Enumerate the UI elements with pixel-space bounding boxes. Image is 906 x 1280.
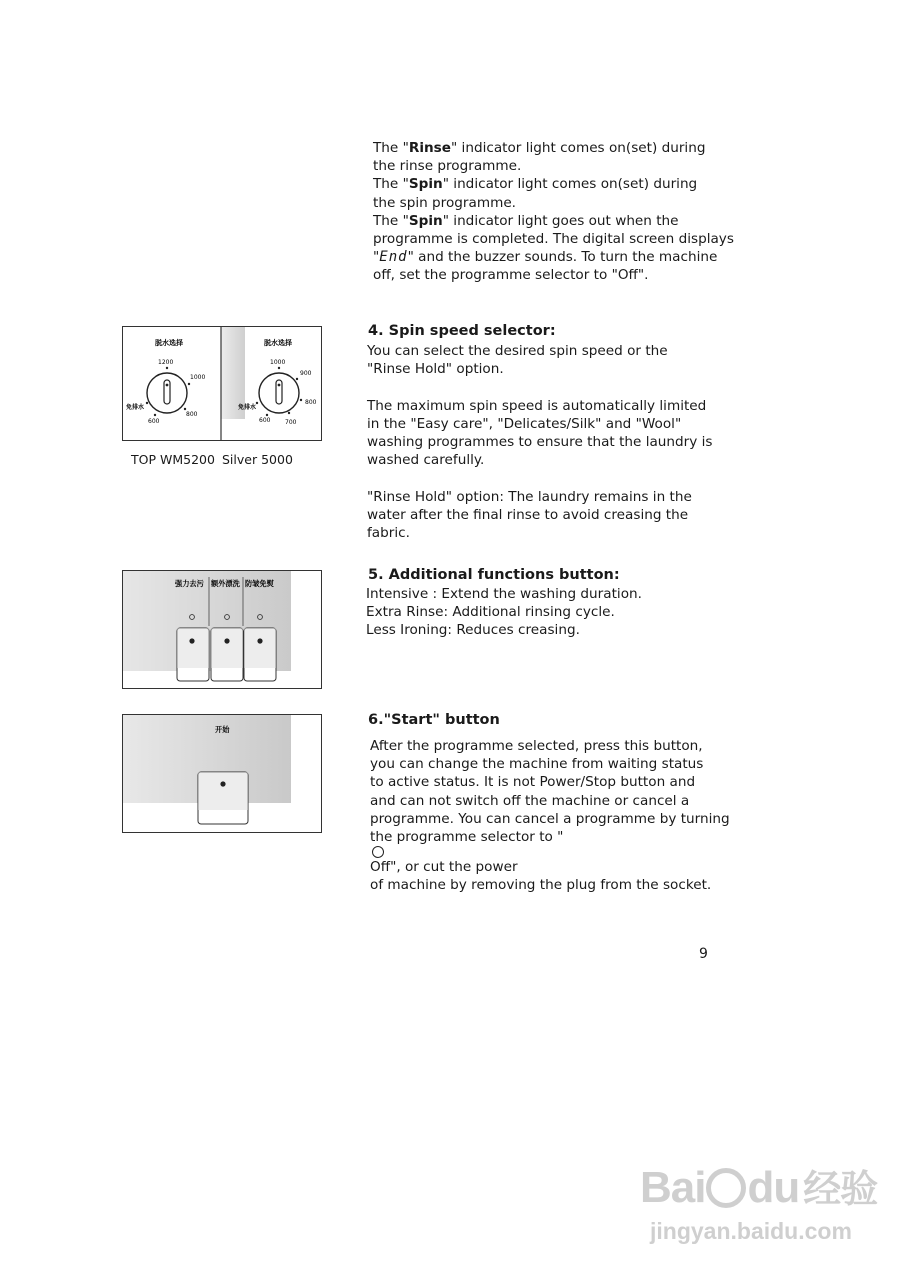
panel-label-start: 开始 <box>215 725 230 734</box>
spin-keyword-2: Spin <box>408 212 443 229</box>
section-4-body <box>367 342 712 542</box>
section-4-line-6: washing programmes to ensure that the laundry is <box>367 434 713 451</box>
dial-right-speed-800: 800 <box>305 399 317 406</box>
dial-left-hold: 免排水 <box>126 404 145 411</box>
panel-label-extra-rinse: 额外漂洗 <box>211 579 240 588</box>
left-spin-dial <box>125 338 205 425</box>
watermark-url: jingyan.baidu.com <box>650 1218 852 1244</box>
intro-line-7: "End" and the buzzer sounds. To turn the machine <box>373 249 718 266</box>
spin-keyword: Spin <box>408 176 443 193</box>
section-5-line-intensive: Intensive : Extend the washing duration. <box>366 586 642 602</box>
section-6-line-2: you can change the machine from waiting status <box>370 756 704 773</box>
watermark-brand: Bai du 经验 <box>640 1163 878 1212</box>
section-6-line-3: to active status. It is not Power/Stop button and <box>370 774 696 791</box>
dial-right-hold: 免排水 <box>238 404 257 411</box>
dial-left-speed-800: 800 <box>186 411 198 418</box>
start-button[interactable] <box>198 772 248 824</box>
figure-caption-right: Silver 5000 <box>222 452 293 467</box>
section-6-line-5: programme. You can cancel a programme by turning <box>370 810 730 827</box>
dial-right-speed-700: 700 <box>285 419 297 426</box>
figure-caption-left: TOP WM5200 <box>131 452 215 467</box>
section-6-heading: 6."Start" button <box>368 712 500 728</box>
dial-left-speed-1200: 1200 <box>158 359 174 366</box>
intro-paragraph <box>373 139 734 285</box>
additional-functions-panel-figure <box>122 570 322 689</box>
section-5-heading: 5. Additional functions button: <box>368 567 620 583</box>
intro-line-4: the spin programme. <box>373 194 517 211</box>
section-5-body <box>366 585 642 640</box>
dial-right-speed-900: 900 <box>300 370 312 377</box>
section-4-line-9: "Rinse Hold" option: The laundry remains in the <box>367 488 692 505</box>
section-6-line-7: of machine by removing the plug from the socket. <box>370 877 712 894</box>
section-4-blank-2 <box>367 469 712 487</box>
paw-icon <box>706 1168 746 1208</box>
extra-rinse-button[interactable] <box>211 628 243 681</box>
start-button-panel-figure <box>122 714 322 833</box>
intro-line-6: programme is completed. The digital screen displays <box>373 231 734 248</box>
dial-left-speed-1000: 1000 <box>190 374 206 381</box>
page-number: 9 <box>699 946 708 962</box>
section-4-line-2: "Rinse Hold" option. <box>367 361 504 378</box>
section-5-line-less-ironing: Less Ironing: Reduces creasing. <box>366 622 580 639</box>
section-4-line-10: water after the final rinse to avoid creasing the <box>367 506 689 523</box>
section-6-line-6: the programme selector to " Off", or cut the power <box>370 829 564 876</box>
less-ironing-button[interactable] <box>244 628 276 681</box>
section-6-line-1: After the programme selected, press this button, <box>370 738 703 754</box>
intro-line-1: The "Rinse" indicator light comes on(set) during <box>373 140 706 156</box>
off-circle-icon <box>372 846 384 858</box>
dial-right-speed-600: 600 <box>259 417 271 424</box>
start-button-illustration <box>123 715 321 832</box>
spin-speed-dials-figure <box>122 326 322 441</box>
section-6-body <box>370 737 730 895</box>
section-5-line-extra-rinse: Extra Rinse: Additional rinsing cycle. <box>366 604 615 621</box>
dial-left-speed-600: 600 <box>148 418 160 425</box>
section-4-blank-1 <box>367 378 712 396</box>
section-4-line-5: in the "Easy care", "Delicates/Silk" and "Wool" <box>367 415 682 432</box>
dial-right-speed-1000: 1000 <box>270 359 286 366</box>
dial-right-title: 脱水选择 <box>264 339 292 347</box>
additional-functions-illustration <box>123 571 321 688</box>
section-4-line-7: washed carefully. <box>367 452 485 469</box>
rinse-keyword: Rinse <box>408 140 451 156</box>
end-display-text: End <box>379 249 408 266</box>
section-4-heading: 4. Spin speed selector: <box>368 323 556 339</box>
section-4-line-1: You can select the desired spin speed or the <box>367 343 668 359</box>
spin-speed-dials-illustration <box>123 327 321 440</box>
panel-label-intensive: 强力去污 <box>175 579 204 588</box>
intensive-button[interactable] <box>177 628 209 681</box>
panel-label-less-ironing: 防皱免熨 <box>245 579 274 588</box>
intro-line-5: The "Spin" indicator light goes out when the <box>373 212 679 229</box>
dial-left-title: 脱水选择 <box>155 339 183 347</box>
intro-line-2: the rinse programme. <box>373 158 522 175</box>
right-spin-dial <box>237 338 317 426</box>
section-4-line-11: fabric. <box>367 525 410 542</box>
section-6-line-4: and can not switch off the machine or cancel a <box>370 792 690 809</box>
intro-line-3: The "Spin" indicator light comes on(set) during <box>373 176 698 193</box>
intro-line-8: off, set the programme selector to "Off". <box>373 267 649 284</box>
section-4-line-4: The maximum spin speed is automatically limited <box>367 397 707 414</box>
